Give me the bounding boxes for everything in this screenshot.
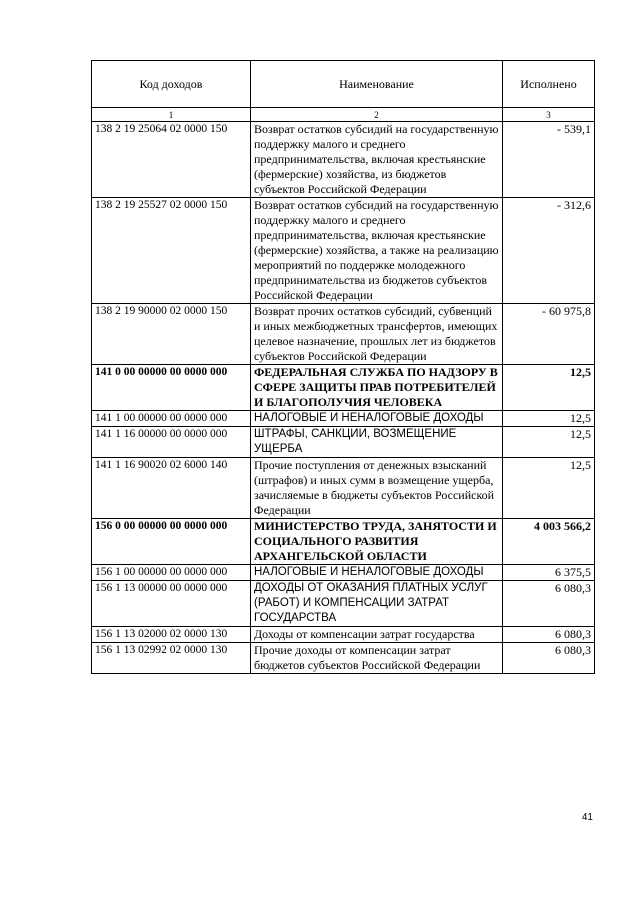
row-amount: 6 080,3 <box>503 643 595 674</box>
row-amount: - 312,6 <box>503 198 595 304</box>
row-code: 156 1 13 00000 00 0000 000 <box>92 581 251 627</box>
row-name: НАЛОГОВЫЕ И НЕНАЛОГОВЫЕ ДОХОДЫ <box>251 411 503 427</box>
page-number: 41 <box>581 812 593 823</box>
row-code: 138 2 19 90000 02 0000 150 <box>92 304 251 365</box>
header-amount: Исполнено <box>503 61 595 108</box>
table-row <box>92 411 595 427</box>
header-name: Наименование <box>251 61 503 108</box>
column-number-code: 1 <box>92 108 251 122</box>
row-name: Прочие поступления от денежных взысканий (штрафов) и иных сумм в возмещение ущерба, зачисляемые в бюджеты субъектов Российской Федерации <box>251 458 503 519</box>
row-amount: 6 080,3 <box>503 627 595 643</box>
row-name: ШТРАФЫ, САНКЦИИ, ВОЗМЕЩЕНИЕ УЩЕРБА <box>251 427 503 458</box>
row-code: 141 1 16 90020 02 6000 140 <box>92 458 251 519</box>
row-amount: 12,5 <box>503 365 595 411</box>
table-row <box>92 427 595 458</box>
row-amount: 12,5 <box>503 458 595 519</box>
row-amount: 12,5 <box>503 411 595 427</box>
row-amount: - 539,1 <box>503 122 595 198</box>
table-row <box>92 198 595 304</box>
row-code: 141 1 00 00000 00 0000 000 <box>92 411 251 427</box>
row-code: 138 2 19 25527 02 0000 150 <box>92 198 251 304</box>
row-amount: 6 080,3 <box>503 581 595 627</box>
column-numbers-row <box>92 108 595 122</box>
row-amount: 6 375,5 <box>503 565 595 581</box>
row-name: Возврат прочих остатков субсидий, субвенций и иных межбюджетных трансфертов, имеющих целевое назначение, прошлых лет из бюджетов субъектов Российской Федерации <box>251 304 503 365</box>
table-row <box>92 643 595 674</box>
row-code: 156 1 13 02000 02 0000 130 <box>92 627 251 643</box>
column-number-name: 2 <box>251 108 503 122</box>
row-name: ДОХОДЫ ОТ ОКАЗАНИЯ ПЛАТНЫХ УСЛУГ (РАБОТ) И КОМПЕНСАЦИИ ЗАТРАТ ГОСУДАРСТВА <box>251 581 503 627</box>
row-name: ФЕДЕРАЛЬНАЯ СЛУЖБА ПО НАДЗОРУ В СФЕРЕ ЗАЩИТЫ ПРАВ ПОТРЕБИТЕЛЕЙ И БЛАГОПОЛУЧИЯ ЧЕЛОВЕКА <box>251 365 503 411</box>
header-code: Код доходов <box>92 61 251 108</box>
row-name: МИНИСТЕРСТВО ТРУДА, ЗАНЯТОСТИ И СОЦИАЛЬНОГО РАЗВИТИЯ АРХАНГЕЛЬСКОЙ ОБЛАСТИ <box>251 519 503 565</box>
row-name: НАЛОГОВЫЕ И НЕНАЛОГОВЫЕ ДОХОДЫ <box>251 565 503 581</box>
row-name: Возврат остатков субсидий на государственную поддержку малого и среднего предпринимательства, включая крестьянские (фермерские) хозяйства, а также на реализацию мероприятий по поддержке молодежного предпринимательства из бюджетов субъектов Российской Федерации <box>251 198 503 304</box>
table-row <box>92 565 595 581</box>
row-code: 141 1 16 00000 00 0000 000 <box>92 427 251 458</box>
row-code: 141 0 00 00000 00 0000 000 <box>92 365 251 411</box>
table-row <box>92 365 595 411</box>
row-amount: 4 003 566,2 <box>503 519 595 565</box>
table-row <box>92 122 595 198</box>
row-code: 156 1 00 00000 00 0000 000 <box>92 565 251 581</box>
row-name: Доходы от компенсации затрат государства <box>251 627 503 643</box>
row-code: 138 2 19 25064 02 0000 150 <box>92 122 251 198</box>
row-code: 156 0 00 00000 00 0000 000 <box>92 519 251 565</box>
table-row <box>92 458 595 519</box>
row-amount: - 60 975,8 <box>503 304 595 365</box>
table-row <box>92 581 595 627</box>
row-code: 156 1 13 02992 02 0000 130 <box>92 643 251 674</box>
table-row <box>92 519 595 565</box>
row-amount: 12,5 <box>503 427 595 458</box>
table-header-row <box>92 61 595 108</box>
column-number-amount: 3 <box>503 108 595 122</box>
table-row <box>92 304 595 365</box>
revenue-table <box>91 60 595 674</box>
table-row <box>92 627 595 643</box>
row-name: Прочие доходы от компенсации затрат бюджетов субъектов Российской Федерации <box>251 643 503 674</box>
row-name: Возврат остатков субсидий на государственную поддержку малого и среднего предпринимательства, включая крестьянские (фермерские) хозяйства, из бюджетов субъектов Российской Федерации <box>251 122 503 198</box>
